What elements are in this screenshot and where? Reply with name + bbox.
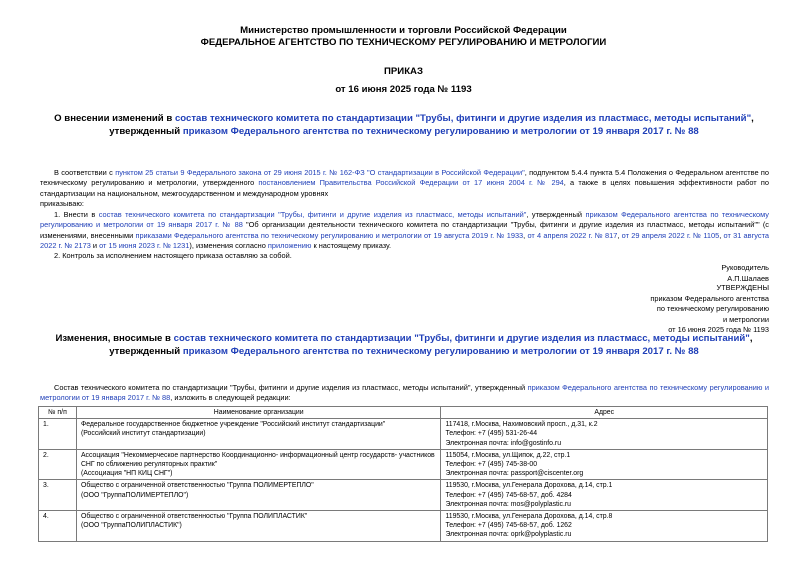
table-row [39, 480, 768, 511]
signature-role: Руководитель [721, 263, 769, 272]
appendix-title [24, 332, 784, 358]
intro-order-link[interactable]: приказом Федерального агентства по техническому регулированию и метрологии от 19 января 2017 г. № 88 [40, 383, 769, 403]
organizations-table [38, 406, 768, 542]
appendix-intro [40, 383, 769, 404]
appendix-link[interactable]: приложению [267, 241, 312, 251]
email: Электронная почта: oprk@polyplastic.ru [445, 531, 572, 539]
org-short-name: (ООО "ГруппаПОЛИМЕРТЕПЛО") [80, 491, 189, 499]
title-prefix: О внесении изменений в [54, 113, 175, 124]
row-address [441, 419, 768, 450]
item1-order-88-link[interactable]: приказом Федерального агентства по техническому регулированию и метрологии от 19 января 2017 г. № 88 [40, 210, 769, 230]
row-organization [76, 480, 440, 511]
title2-middle: , утвержденный [109, 333, 753, 357]
org-name: Ассоциация "Некоммерческое партнерство Координационно- информационный центр государств- участников СНГ по сближению регуляторных практик" [80, 451, 435, 469]
postal-address: 117418, г.Москва, Нахимовский просп., д.31, к.2 [445, 421, 598, 429]
email: Электронная почта: mos@polyplastic.ru [445, 500, 571, 508]
email: Электронная почта: info@gostinfo.ru [445, 439, 562, 447]
item1-order-1933-link[interactable]: приказами Федерального агентства по техническому регулированию и метрологии от 19 августа 2019 г. № 1933 [135, 230, 524, 240]
row-organization [76, 511, 440, 542]
org-short-name: (Российский институт стандартизации) [80, 430, 206, 438]
row-address [441, 511, 768, 542]
item1-text-2: , утвержденный [526, 210, 586, 219]
intro-text-1: Состав технического комитета по стандартизации "Трубы, фитинги и другие изделия из пластмасс, методы испытаний", утвержденный [54, 383, 528, 392]
table-row [39, 449, 768, 480]
government-decree-link[interactable]: постановлением Правительства Российской Федерации от 17 июня 2004 г. № 294 [258, 178, 564, 188]
org-short-name: (Ассоциация "НП КИЦ СНГ") [80, 470, 173, 478]
email: Электронная почта: passport@ciscenter.org [445, 470, 584, 478]
postal-address: 119530, г.Москва, ул.Генерала Дорохова, д.14, стр.8 [445, 513, 613, 521]
title-order-link[interactable]: приказом Федерального агентства по техническому регулированию и метрологии от 19 января 2017 г. № 88 [182, 126, 699, 137]
phone: Телефон: +7 (495) 745-68-57, доб. 1262 [445, 522, 572, 530]
item1-text-6: , [719, 230, 724, 240]
table-row [39, 419, 768, 450]
row-address [441, 449, 768, 480]
table-header-row [39, 407, 768, 419]
item1-order-817-link[interactable]: от 4 апреля 2022 г. № 817 [527, 230, 618, 240]
item1-committee-link[interactable]: состав технического комитета по стандартизации "Трубы, фитинги и другие изделия из пластмасс, методы испытаний" [98, 210, 527, 219]
approval-line-4: и метрологии [722, 314, 769, 324]
ministry-name: Министерство промышленности и торговли Российской Федерации [240, 25, 567, 36]
row-organization [76, 449, 440, 480]
table-row [39, 511, 768, 542]
item1-order-1105-link[interactable]: от 29 апреля 2022 г. № 1105 [621, 230, 720, 240]
approval-line-5: от 16 июня 2025 года № 1193 [668, 325, 769, 335]
approval-block [569, 283, 769, 336]
document-title [24, 112, 784, 138]
intro-text-2: , изложить в следующей редакции: [170, 393, 291, 403]
order-item-1 [40, 210, 769, 252]
postal-address: 119530, г.Москва, ул.Генерала Дорохова, д.14, стр.1 [445, 482, 613, 490]
postal-address: 115054, г.Москва, ул.Щипок, д.22, стр.1 [445, 451, 571, 459]
item1-order-1231-link[interactable]: от 15 июня 2023 г. № 1231 [99, 241, 190, 251]
preamble-text-3: , а также в целях повышения эффективности работ по стандартизации на национальном, межгосударственном и международном уровнях [40, 178, 769, 198]
signature-name: А.П.Шалаев [727, 273, 769, 283]
title2-committee-link[interactable]: состав технического комитета по стандартизации "Трубы, фитинги и другие изделия из пластмасс, методы испытаний" [173, 333, 750, 344]
org-name: Общество с ограниченной ответственностью "Группа ПОЛИПЛАСТИК" [80, 513, 308, 521]
agency-name: ФЕДЕРАЛЬНОЕ АГЕНТСТВО ПО ТЕХНИЧЕСКОМУ РЕГУЛИРОВАНИЮ И МЕТРОЛОГИИ [200, 37, 607, 48]
row-address [441, 480, 768, 511]
item1-text-4: , [523, 230, 528, 240]
document-type: ПРИКАЗ [384, 66, 423, 77]
item1-text-7: и [90, 241, 100, 251]
title2-prefix: Изменения, вносимые в [55, 333, 174, 344]
item1-text-1: 1. Внести в [54, 210, 99, 219]
item1-order-2173-link[interactable]: от 31 августа 2022 г. № 2173 [40, 230, 769, 251]
row-number: 4. [39, 511, 77, 542]
title-middle: , утвержденный [109, 113, 754, 137]
preamble-text-2: , подпунктом 5.4.4 пункта 5.4 Положения о Федеральном агентстве по техническому регулированию и метрологии, утвержденного [40, 168, 770, 188]
row-number: 2. [39, 449, 77, 480]
signature-block [589, 263, 769, 284]
phone: Телефон: +7 (495) 745-38-00 [445, 461, 538, 469]
header-address: Адрес [441, 407, 768, 419]
approval-line-1: УТВЕРЖДЕНЫ [716, 283, 769, 292]
org-short-name: (ООО "ГруппаПОЛИПЛАСТИК") [80, 522, 182, 530]
phone: Телефон: +7 (495) 531-26-44 [445, 430, 538, 438]
approval-line-3: по техническому регулированию [656, 304, 769, 314]
header-organization: Наименование организации [76, 407, 440, 419]
order-word: приказываю: [40, 199, 84, 208]
item1-text-3: "Об организации деятельности технического комитета по стандартизации "Трубы, фитинги и другие изделия из пластмасс, методы испытаний"" (с изменениями, внесенными [40, 220, 769, 240]
row-number: 3. [39, 480, 77, 511]
row-organization [76, 419, 440, 450]
header-number: № п/п [39, 407, 77, 419]
federal-law-link[interactable]: пунктом 25 статьи 9 Федерального закона от 29 июня 2015 г. № 162-ФЗ "О стандартизации в Российской Федерации" [115, 168, 525, 177]
approval-line-2: приказом Федерального агентства [650, 293, 769, 303]
row-number: 1. [39, 419, 77, 450]
item1-text-9: к настоящему приказу. [311, 241, 392, 251]
order-item-2: 2. Контроль за исполнением настоящего приказа оставляю за собой. [54, 251, 292, 260]
phone: Телефон: +7 (495) 745-68-57, доб. 4284 [445, 491, 572, 499]
item1-text-8: ), изменения согласно [189, 241, 268, 251]
preamble-paragraph [40, 168, 769, 199]
preamble-text-1: В соответствии с [54, 168, 116, 177]
org-name: Общество с ограниченной ответственностью "Группа ПОЛИМЕРТЕПЛО" [80, 482, 314, 490]
title-committee-link[interactable]: состав технического комитета по стандартизации "Трубы, фитинги и другие изделия из пластмасс, методы испытаний" [174, 113, 752, 124]
title2-order-link[interactable]: приказом Федерального агентства по техническому регулированию и метрологии от 19 января 2017 г. № 88 [182, 346, 699, 357]
item1-text-5: , [617, 230, 622, 240]
org-name: Федеральное государственное бюджетное учреждение "Российский институт стандартизации" [80, 421, 386, 429]
document-date-number: от 16 июня 2025 года № 1193 [335, 84, 472, 95]
